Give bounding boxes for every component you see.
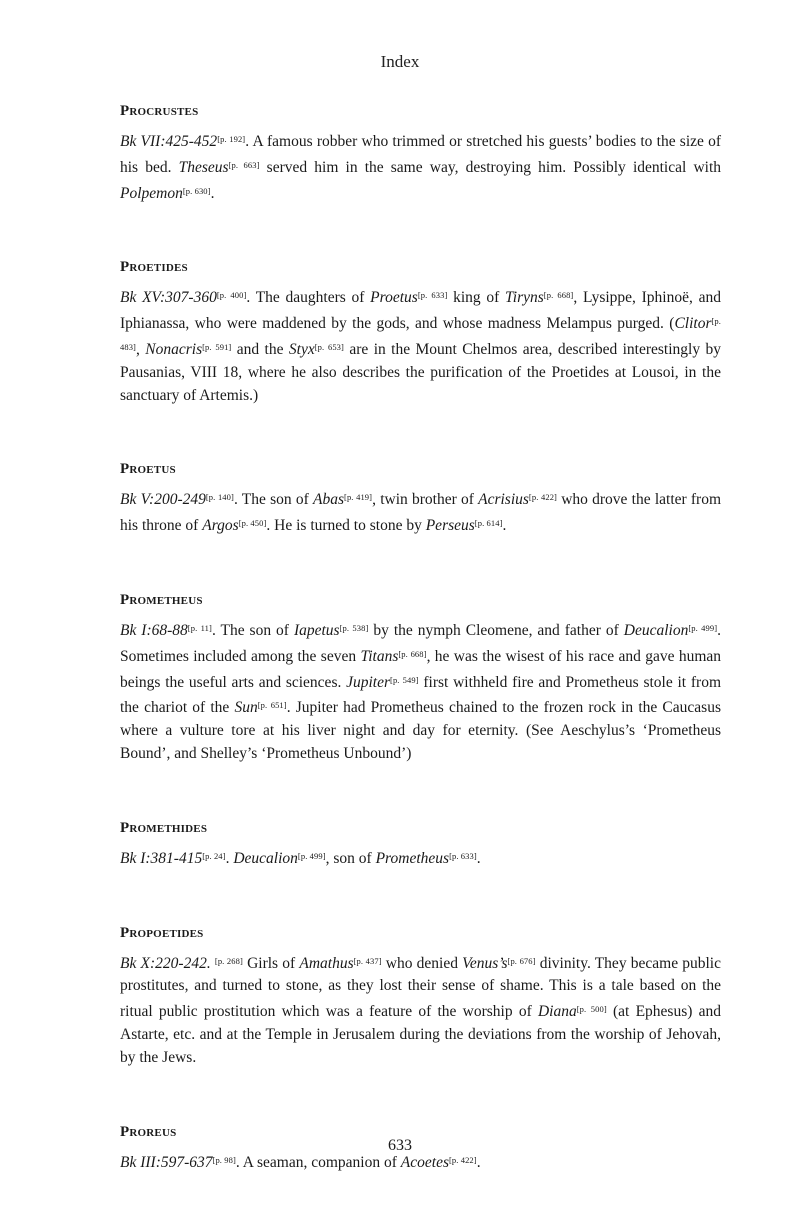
cross-reference-link[interactable]: Venus’s bbox=[462, 954, 508, 972]
entry-text: are in the Mount Chelmos area, described interestingly by Pausanias, VIII 18, where he also describes the purification of the Proetides at Lousoi, in the sanctuary of Artemis.) bbox=[120, 340, 722, 404]
cross-reference-link[interactable]: Acrisius bbox=[478, 491, 529, 509]
book-reference-link[interactable]: Bk VII:425-452 bbox=[120, 133, 218, 150]
entry-text: king of bbox=[447, 289, 506, 307]
page-number: 633 bbox=[388, 1137, 412, 1154]
entry-description bbox=[120, 128, 721, 205]
cross-reference-link[interactable]: Acoetes bbox=[400, 1153, 449, 1171]
entry-headword: Proetus bbox=[120, 461, 176, 478]
page-reference-link[interactable]: [p. 400] bbox=[216, 290, 247, 301]
book-reference-link[interactable]: Bk X:220-242. bbox=[120, 954, 211, 972]
entry-text: , son of bbox=[325, 849, 376, 867]
cross-reference-link[interactable]: Prometheus bbox=[375, 849, 450, 867]
cross-reference-link[interactable]: Polpemon bbox=[120, 184, 183, 202]
entry-text: divinity. They became public prostitutes, and turned to stone, as they lost their sense of shame. This is a tale based on the ritual public prostitution which was a feature of the worship of bbox=[120, 954, 721, 1021]
page-reference-link[interactable]: [p. 11] bbox=[187, 622, 212, 633]
page-reference-link[interactable]: [p. 419] bbox=[344, 492, 373, 503]
entry-text: . bbox=[210, 184, 215, 202]
entry-headword: Promethides bbox=[120, 819, 208, 836]
entry-text: . The daughters of bbox=[246, 289, 371, 307]
entry-text: first withheld fire and Prometheus stole it from the chariot of the bbox=[120, 673, 721, 717]
entry-text: . Sometimes included among the seven bbox=[120, 621, 722, 665]
cross-reference-link[interactable]: Proetus bbox=[370, 289, 418, 307]
page-reference-link[interactable]: [p. 668] bbox=[398, 648, 427, 659]
cross-reference-link[interactable]: Nonacris bbox=[145, 340, 203, 358]
entry-text: Girls of bbox=[242, 954, 300, 972]
index-entry bbox=[120, 589, 721, 766]
entry-description bbox=[120, 486, 721, 538]
page-reference-link[interactable]: [p. 268] bbox=[214, 955, 243, 966]
cross-reference-link[interactable]: Theseus bbox=[178, 158, 229, 176]
page-reference-link[interactable]: [p. 538] bbox=[339, 622, 369, 633]
page-reference-link[interactable]: [p. 614] bbox=[474, 518, 503, 529]
page-reference-link[interactable]: [p. 98] bbox=[212, 1154, 236, 1165]
page-reference-link[interactable]: [p. 192] bbox=[217, 134, 246, 144]
page-reference-link[interactable]: [p. 591] bbox=[202, 341, 232, 352]
entry-text: , he was the wisest of his race and gave human beings the useful arts and sciences. bbox=[120, 647, 721, 691]
entry-headword: Propoetides bbox=[120, 924, 204, 941]
entry-text: who drove the latter from his throne of bbox=[120, 491, 722, 535]
index-entry bbox=[120, 817, 721, 871]
page-reference-link[interactable]: [p. 24] bbox=[202, 850, 226, 861]
cross-reference-link[interactable]: Iapetus bbox=[293, 621, 340, 639]
entry-description bbox=[120, 845, 721, 871]
entry-text: served him in the same way, destroying him. Possibly identical with bbox=[259, 158, 721, 176]
entry-headword: Procrustes bbox=[120, 103, 199, 119]
entry-text: by the nymph Cleomene, and father of bbox=[368, 621, 624, 639]
cross-reference-link[interactable]: Styx bbox=[288, 340, 315, 358]
cross-reference-link[interactable]: Argos bbox=[202, 517, 239, 535]
cross-reference-link[interactable]: Clitor bbox=[674, 315, 712, 333]
book-reference-link[interactable]: Bk I:68-88 bbox=[120, 621, 188, 639]
index-entry bbox=[120, 458, 721, 538]
entry-text: . bbox=[225, 849, 234, 867]
entry-text: and the bbox=[231, 340, 289, 358]
cross-reference-link[interactable]: Diana bbox=[537, 1003, 577, 1021]
entry-headword: Prometheus bbox=[120, 591, 203, 608]
entry-text: (at Ephesus) and Astarte, etc. and at the Temple in Jerusalem during the deviations from the worship of Jehovah, by the Jews. bbox=[120, 1003, 721, 1066]
entry-text: . Jupiter had Prometheus chained to the frozen rock in the Caucasus where a vulture tore at his liver night and day for eternity. (See Aeschylus’s ‘Prometheus Bound’, and Shelley’s ‘Prometheus Unbound’) bbox=[120, 699, 721, 762]
page-reference-link[interactable]: [p. 500] bbox=[576, 1004, 607, 1015]
book-reference-link[interactable]: Bk III:597-637 bbox=[120, 1153, 213, 1171]
entry-headword: Proreus bbox=[120, 1123, 177, 1140]
page-reference-link[interactable]: [p. 499] bbox=[297, 850, 326, 861]
page-reference-link[interactable]: [p. 140] bbox=[205, 492, 234, 503]
page-reference-link[interactable]: [p. 651] bbox=[257, 700, 287, 711]
book-reference-link[interactable]: Bk I:381-415 bbox=[120, 849, 203, 867]
entry-text: . bbox=[476, 1153, 481, 1171]
index-entry bbox=[120, 100, 721, 205]
cross-reference-link[interactable]: Perseus bbox=[425, 517, 475, 535]
entry-text: . He is turned to stone by bbox=[266, 517, 426, 535]
entry-text: . bbox=[476, 849, 481, 867]
page-reference-link[interactable]: [p. 633] bbox=[417, 290, 448, 301]
entry-description bbox=[120, 284, 721, 407]
page-reference-link[interactable]: [p. 499] bbox=[688, 622, 718, 633]
entry-description bbox=[120, 950, 721, 1070]
page-reference-link[interactable]: [p. 676] bbox=[507, 955, 536, 966]
cross-reference-link[interactable]: Jupiter bbox=[346, 673, 391, 691]
entry-text: . The son of bbox=[233, 491, 314, 509]
page-reference-link[interactable]: [p. 633] bbox=[449, 850, 477, 861]
book-reference-link[interactable]: Bk V:200-249 bbox=[120, 491, 206, 509]
entry-text: , bbox=[135, 340, 146, 358]
page-reference-link[interactable]: [p. 630] bbox=[182, 185, 211, 196]
entry-text: . A famous robber who trimmed or stretched his guests’ bodies to the size of his bed. bbox=[120, 133, 722, 176]
page-reference-link[interactable]: [p. 450] bbox=[238, 518, 267, 529]
index-entry bbox=[120, 256, 721, 407]
page-reference-link[interactable]: [p. 422] bbox=[448, 1154, 477, 1165]
entry-text: . The son of bbox=[211, 621, 294, 639]
index-entries bbox=[120, 100, 721, 1225]
entry-headword: Proetides bbox=[120, 259, 188, 276]
page-reference-link[interactable]: [p. 437] bbox=[353, 955, 382, 966]
entry-text: . bbox=[502, 517, 507, 535]
entry-text: . A seaman, companion of bbox=[235, 1153, 401, 1171]
cross-reference-link[interactable]: Amathus bbox=[299, 954, 354, 972]
entry-description bbox=[120, 617, 721, 766]
page-reference-link[interactable]: [p. 653] bbox=[314, 341, 344, 352]
page-reference-link[interactable]: [p. 422] bbox=[528, 492, 557, 503]
page-reference-link[interactable]: [p. 668] bbox=[543, 290, 574, 301]
cross-reference-link[interactable]: Deucalion bbox=[233, 849, 298, 867]
page-reference-link[interactable]: [p. 663] bbox=[228, 159, 260, 170]
page-reference-link[interactable]: [p. 483] bbox=[120, 316, 721, 352]
entry-text: , twin brother of bbox=[372, 491, 479, 509]
running-head: Index bbox=[380, 52, 420, 71]
page-reference-link[interactable]: [p. 549] bbox=[390, 674, 419, 685]
entry-text: who denied bbox=[381, 954, 463, 972]
entry-text: , Lysippe, Iphinoë, and Iphianassa, who were maddened by the gods, and whose madness Melampus purged. ( bbox=[120, 289, 721, 333]
cross-reference-link[interactable]: Tiryns bbox=[505, 289, 544, 307]
cross-reference-link[interactable]: Sun bbox=[234, 699, 258, 717]
book-reference-link[interactable]: Bk XV:307-360 bbox=[120, 289, 217, 307]
cross-reference-link[interactable]: Deucalion bbox=[623, 621, 689, 639]
index-entry bbox=[120, 922, 721, 1070]
cross-reference-link[interactable]: Abas bbox=[313, 491, 345, 509]
cross-reference-link[interactable]: Titans bbox=[360, 647, 399, 665]
